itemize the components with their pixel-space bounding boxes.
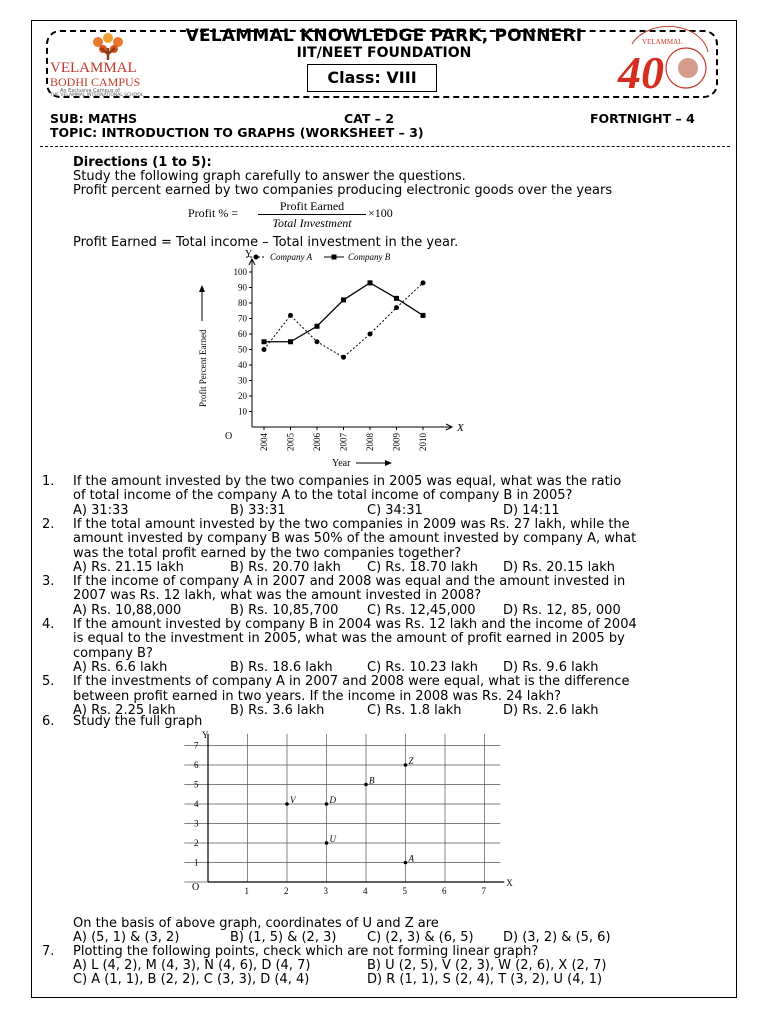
answer-option: A) Rs. 10,88,000 <box>73 602 182 618</box>
series-company-a-point <box>262 347 267 352</box>
answer-option: D) 14:11 <box>503 502 560 518</box>
series-company-b-point <box>394 296 399 301</box>
answer-option: B) 33:31 <box>230 502 286 518</box>
y-axis-title: Profit Percent Earned <box>198 329 208 407</box>
answer-option: A) 31:33 <box>73 502 129 518</box>
x-tick-label: 2006 <box>312 433 322 451</box>
answer-option: A) Rs. 2.25 lakh <box>73 702 176 718</box>
formula-denominator: Total Investment <box>272 216 352 230</box>
answer-option: C) Rs. 10.23 lakh <box>367 659 479 675</box>
point-b-label: B <box>369 775 375 786</box>
x-tick-label: 2008 <box>365 433 375 451</box>
school-name: VELAMMAL KNOWLEDGE PARK, PONNERI <box>185 26 583 46</box>
fortnight-label: FORTNIGHT – 4 <box>590 111 695 126</box>
question-text: amount invested by company B was 50% of the amount invested by company A, what <box>73 531 637 547</box>
formula-bar <box>258 214 366 215</box>
question-text: company B? <box>73 645 153 661</box>
answer-option: B) U (2, 5), V (2, 3), W (2, 6), X (2, 7) <box>367 958 607 973</box>
question-text: If the amount invested by company B in 2004 was Rs. 12 lakh and the income of 2004 <box>73 617 637 632</box>
answer-option: A) L (4, 2), M (4, 3), N (4, 6), D (4, 7) <box>73 958 311 973</box>
point-v-label: V <box>290 795 296 805</box>
question-text: If the income of company A in 2007 and 2008 was equal and the amount invested in <box>73 574 626 590</box>
question-text: is equal to the investment in 2005, what was the amount of profit earned in 2005 by <box>73 631 625 647</box>
x-axis-letter: X <box>506 878 513 888</box>
answer-option: C) Rs. 12,45,000 <box>367 602 476 618</box>
point-a <box>404 861 408 865</box>
x-tick-label: 2005 <box>285 433 296 451</box>
answer-option: D) Rs. 12, 85, 000 <box>503 602 621 618</box>
x-tick-label: 1 <box>244 886 249 896</box>
point-v <box>285 802 289 806</box>
answer-option: B) Rs. 20.70 lakh <box>230 559 341 575</box>
class-label: Class: VIII <box>307 64 437 92</box>
answer-option: D) R (1, 1), S (2, 4), T (3, 2), U (4, 1) <box>367 972 603 987</box>
answer-option: A) Rs. 6.6 lakh <box>73 659 168 675</box>
y-tick-label: 100 <box>233 267 247 277</box>
question-text: On the basis of above graph, coordinates of U and Z are <box>73 916 439 931</box>
logo-line2: BODHI CAMPUS <box>50 75 141 89</box>
question-number: 1. <box>42 474 55 489</box>
x-tick-label: 4 <box>363 886 368 896</box>
y-tick-label: 50 <box>238 344 247 355</box>
origin-label: O <box>225 431 233 442</box>
series-company-b-point <box>421 313 426 318</box>
directions-title: Directions (1 to 5): <box>73 155 212 170</box>
legend-a-label: Company A <box>270 252 313 262</box>
series-company-a-point <box>288 313 293 318</box>
profit-line-chart <box>190 247 480 472</box>
y-tick-label: 70 <box>238 313 247 324</box>
answer-option: D) Rs. 9.6 lakh <box>503 659 599 675</box>
y-tick-label: 10 <box>238 406 247 417</box>
point-u <box>325 841 329 845</box>
question-text: Study the full graph <box>73 714 203 729</box>
y-tick-label: 6 <box>194 760 199 770</box>
formula-lhs: Profit % = <box>188 206 239 220</box>
origin-label: O <box>192 882 200 893</box>
question-number: 7. <box>42 944 55 959</box>
y-tick-label: 20 <box>238 391 247 401</box>
topic-label: TOPIC: INTRODUCTION TO GRAPHS (WORKSHEET – 3) <box>50 125 424 140</box>
series-company-a-point <box>368 332 373 337</box>
y-tick-label: 80 <box>238 298 247 308</box>
question-text: Plotting the following points, check which are not forming linear graph? <box>73 944 539 959</box>
coordinate-grid-chart <box>180 728 513 918</box>
point-a-label: A <box>408 853 414 864</box>
y-axis-letter: Y <box>202 730 209 740</box>
foundation-title: IIT/NEET FOUNDATION <box>296 45 472 61</box>
question-text: was the total profit earned by the two companies together? <box>73 545 462 561</box>
x-tick-label: 2009 <box>391 433 402 451</box>
x-axis-letter: X <box>457 422 464 434</box>
series-company-b-line <box>264 283 423 342</box>
legend-a-marker <box>254 255 259 260</box>
series-company-b-point <box>368 280 373 285</box>
question-text: 2007 was Rs. 12 lakh, what was the amount invested in 2008? <box>73 588 482 604</box>
question-text: between profit earned in two years. If the income in 2008 was Rs. 24 lakh? <box>73 688 562 704</box>
point-d-label: D <box>329 795 336 805</box>
question-text: If the investments of company A in 2007 and 2008 were equal, what is the difference <box>73 674 630 690</box>
question-text: If the amount invested by the two companies in 2005 was equal, what was the ratio <box>73 474 622 489</box>
x-tick-label: 7 <box>481 886 486 896</box>
y-tick-label: 5 <box>194 779 199 790</box>
point-u-label: U <box>329 834 336 844</box>
x-tick-label: 6 <box>442 886 447 896</box>
formula-numerator: Profit Earned <box>279 199 345 213</box>
directions-line1: Study the following graph carefully to answer the questions. <box>73 169 466 184</box>
y-tick-label: 2 <box>194 838 199 848</box>
series-company-b-point <box>262 339 267 344</box>
logo-ring-text: VELAMMAL <box>642 38 683 46</box>
y-tick-label: 4 <box>194 799 199 809</box>
y-tick-label: 1 <box>194 857 199 868</box>
y-title-arrow-head <box>199 285 205 292</box>
x-tick-label: 2004 <box>259 433 269 451</box>
y-tick-label: 90 <box>238 282 247 293</box>
directions-line2: Profit percent earned by two companies producing electronic goods over the years <box>73 183 613 198</box>
series-company-b-point <box>288 339 293 344</box>
x-tick-label: 2010 <box>418 433 428 451</box>
y-tick-label: 30 <box>238 375 247 386</box>
point-z-label: Z <box>408 756 414 766</box>
x-tick-label: 5 <box>402 886 407 896</box>
legend-b-label: Company B <box>348 252 391 262</box>
question-number: 4. <box>42 617 55 632</box>
answer-option: A) (5, 1) & (3, 2) <box>73 930 180 945</box>
logo-40-text: 40 <box>618 47 664 98</box>
subject-label: SUB: MATHS <box>50 111 138 126</box>
series-company-a-line <box>264 283 423 357</box>
answer-option: B) (1, 5) & (2, 3) <box>230 930 337 945</box>
question-number: 3. <box>42 574 55 590</box>
point-d <box>325 802 329 806</box>
question-text: of total income of the company A to the total income of company B in 2005? <box>73 488 573 504</box>
logo-line4: THE VELAMMAL INTERNATIONAL SCHOOL <box>50 93 144 98</box>
question-number: 2. <box>42 516 55 532</box>
answer-option: C) A (1, 1), B (2, 2), C (3, 3), D (4, 4) <box>73 972 310 987</box>
logo-line3: An Exclusive Campus of <box>60 88 120 94</box>
answer-option: D) Rs. 2.6 lakh <box>503 702 599 718</box>
answer-option: B) Rs. 18.6 lakh <box>230 659 333 675</box>
y-tick-label: 40 <box>238 360 247 370</box>
x-tick-label: 2007 <box>338 433 349 451</box>
question-text: If the total amount invested by the two companies in 2009 was Rs. 27 lakh, while the <box>73 516 630 532</box>
answer-option: D) Rs. 20.15 lakh <box>503 559 615 575</box>
y-axis-letter: Y <box>245 249 253 260</box>
answer-option: D) (3, 2) & (5, 6) <box>503 930 611 945</box>
question-number: 6. <box>42 714 55 729</box>
y-tick-label: 3 <box>194 818 199 829</box>
series-company-a-point <box>315 339 320 344</box>
y-tick-label: 60 <box>238 329 247 339</box>
point-z <box>404 763 408 767</box>
legend-b-marker <box>332 255 337 260</box>
series-company-b-point <box>341 297 346 302</box>
profit-definition: Profit Earned = Total income – Total investment in the year. <box>73 235 459 250</box>
x-axis-title: Year <box>332 458 351 469</box>
answer-option: B) Rs. 3.6 lakh <box>230 702 325 718</box>
logo-line1: VELAMMAL <box>50 60 137 76</box>
series-company-a-point <box>394 305 399 310</box>
answer-option: B) Rs. 10,85,700 <box>230 602 339 618</box>
x-tick-label: 3 <box>323 886 328 896</box>
answer-option: C) Rs. 18.70 lakh <box>367 559 479 575</box>
series-company-a-point <box>341 355 346 360</box>
answer-option: C) 34:31 <box>367 502 423 518</box>
y-tick-label: 7 <box>194 740 199 751</box>
series-company-a-point <box>421 280 426 285</box>
x-title-arrow-head <box>385 460 392 466</box>
series-company-b-point <box>315 324 320 329</box>
formula-rhs: ×100 <box>368 206 393 220</box>
point-b <box>364 783 368 787</box>
answer-option: C) (2, 3) & (6, 5) <box>367 930 474 945</box>
separator-line <box>40 146 730 147</box>
cat-label: CAT – 2 <box>344 111 395 126</box>
x-tick-label: 2 <box>284 886 289 896</box>
answer-option: C) Rs. 1.8 lakh <box>367 702 462 718</box>
answer-option: A) Rs. 21.15 lakh <box>73 559 184 575</box>
question-number: 5. <box>42 674 55 690</box>
